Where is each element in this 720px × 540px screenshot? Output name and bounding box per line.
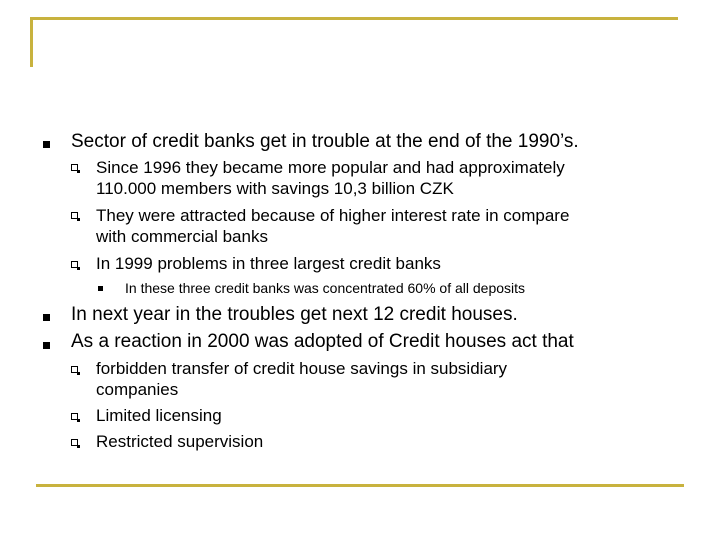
level2-bullet-icon	[71, 366, 78, 373]
bullet-text: Sector of credit banks get in trouble at the end of the 1990’s.	[71, 131, 579, 152]
bullet-text: As a reaction in 2000 was adopted of Credit houses act that	[71, 331, 574, 352]
sub-bullet-text: They were attracted because of higher interest rate in compare	[96, 206, 570, 225]
bullet-text: In next year in the troubles get next 12 credit houses.	[71, 304, 518, 325]
sub-bullet-text: Restricted supervision	[96, 432, 264, 451]
sub-bullet-text: with commercial banks	[96, 227, 268, 246]
level2-bullet-icon	[71, 212, 78, 219]
level1-bullet-icon	[43, 314, 50, 321]
level2-bullet-icon	[71, 261, 78, 268]
level2-bullet-icon	[71, 413, 78, 420]
level3-bullet-icon	[98, 286, 103, 291]
sub-sub-bullet-text: In these three credit banks was concentrated 60% of all deposits	[125, 280, 526, 296]
level1-bullet-icon	[43, 141, 50, 148]
level2-bullet-icon	[71, 164, 78, 171]
sub-bullet-text: Limited licensing	[96, 406, 222, 425]
level2-bullet-icon	[71, 439, 78, 446]
sub-bullet-text: forbidden transfer of credit house savings in subsidiary	[96, 359, 508, 378]
sub-bullet-text: In 1999 problems in three largest credit banks	[96, 254, 441, 273]
sub-bullet-text: Since 1996 they became more popular and had approximately	[96, 158, 565, 177]
sub-bullet-text: companies	[96, 380, 179, 399]
level1-bullet-icon	[43, 342, 50, 349]
sub-bullet-text: 110.000 members with savings 10,3 billion CZK	[96, 179, 454, 198]
